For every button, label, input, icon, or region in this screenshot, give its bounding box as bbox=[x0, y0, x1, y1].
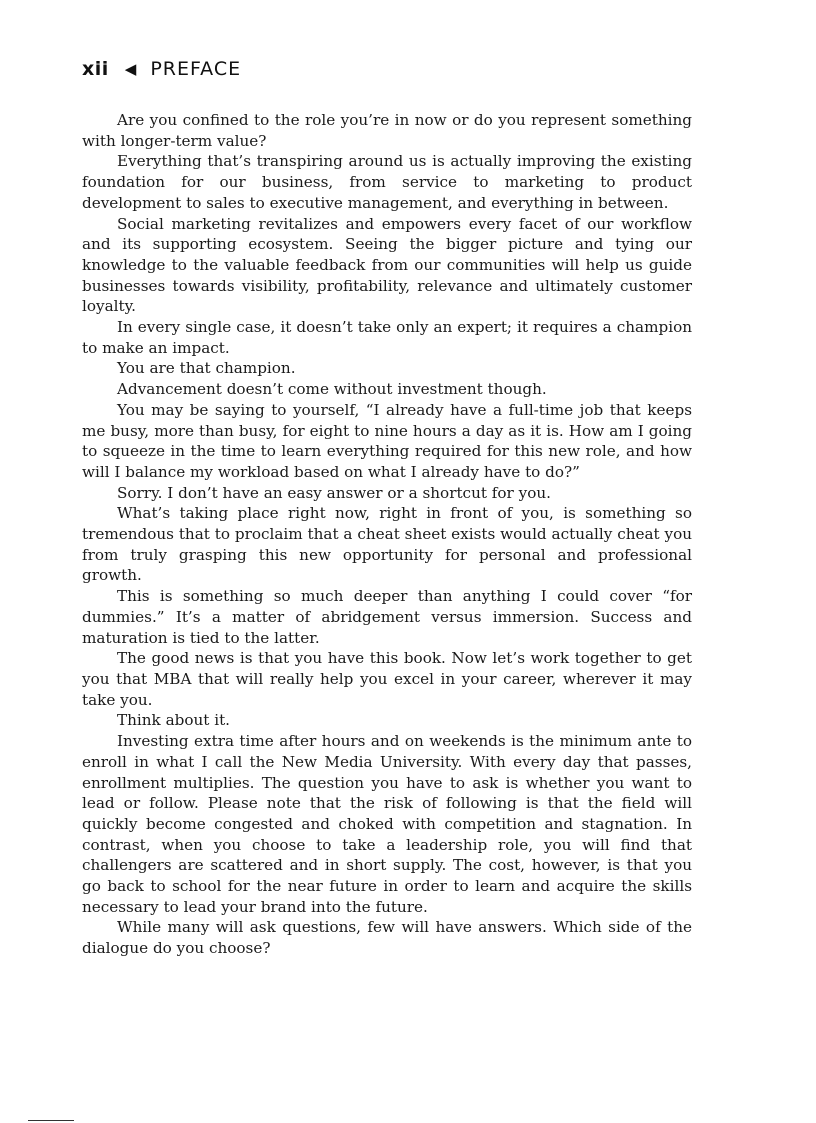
paragraph: The good news is that you have this book. Now let’s work together to get you that MBA that will really help you excel in your career, wherever it may take you. bbox=[82, 649, 692, 709]
paragraph: Think about it. bbox=[117, 711, 231, 730]
body-text bbox=[82, 110, 692, 959]
running-head bbox=[82, 58, 241, 80]
paragraph: You are that champion. bbox=[117, 359, 296, 378]
paragraph: Advancement doesn’t come without investment though. bbox=[117, 380, 547, 399]
paragraph: Everything that’s transpiring around us is actually improving the existing foundation for our business, from service to marketing to product development to sales to executive management, and everything in between. bbox=[82, 152, 692, 212]
paragraph: Sorry. I don’t have an easy answer or a shortcut for you. bbox=[117, 483, 551, 502]
paragraph: What’s taking place right now, right in front of you, is something so tremendous that to proclaim that a cheat sheet exists would actually cheat you from truly grasping this new opportunity for personal and professional growth. bbox=[82, 504, 692, 585]
footer-rule bbox=[28, 1120, 74, 1121]
paragraph: Social marketing revitalizes and empowers every facet of our workflow and its supporting ecosystem. Seeing the bigger picture and tying our knowledge to the valuable feedback from our communities will help us guide businesses towards visibility, profitability, relevance and ultimately customer loyalty. bbox=[82, 214, 692, 316]
paragraph: While many will ask questions, few will have answers. Which side of the dialogue do you choose? bbox=[82, 918, 692, 958]
page-number: xii bbox=[82, 58, 109, 80]
left-triangle-icon: ◀ bbox=[124, 60, 137, 78]
paragraph: Are you confined to the role you’re in now or do you represent something with longer-term value? bbox=[82, 111, 692, 150]
paragraph: You may be saying to yourself, “I already have a full-time job that keeps me busy, more than busy, for eight to nine hours a day as it is. How am I going to squeeze in the time to learn everything required for this new role, and how will I balance my workload based on what I already have to do?” bbox=[82, 400, 692, 481]
paragraph: This is something so much deeper than anything I could cover “for dummies.” It’s a matter of abridgement versus immersion. Success and maturation is tied to the latter. bbox=[82, 587, 692, 647]
paragraph: Investing extra time after hours and on weekends is the minimum ante to enroll in what I call the New Media University. With every day that passes, enrollment multiplies. The question you have to ask is whether you want to lead or follow. Please note that the risk of following is that the field will quickly become congested and choked with competition and stagnation. In contrast, when you choose to take a leadership role, you will find that challengers are scattered and in short supply. The cost, however, is that you go back to school for the near future in order to learn and acquire the skills necessary to lead your brand into the future. bbox=[82, 732, 692, 916]
section-title: PREFACE bbox=[150, 58, 242, 80]
paragraph: In every single case, it doesn’t take only an expert; it requires a champion to make an impact. bbox=[82, 318, 692, 357]
